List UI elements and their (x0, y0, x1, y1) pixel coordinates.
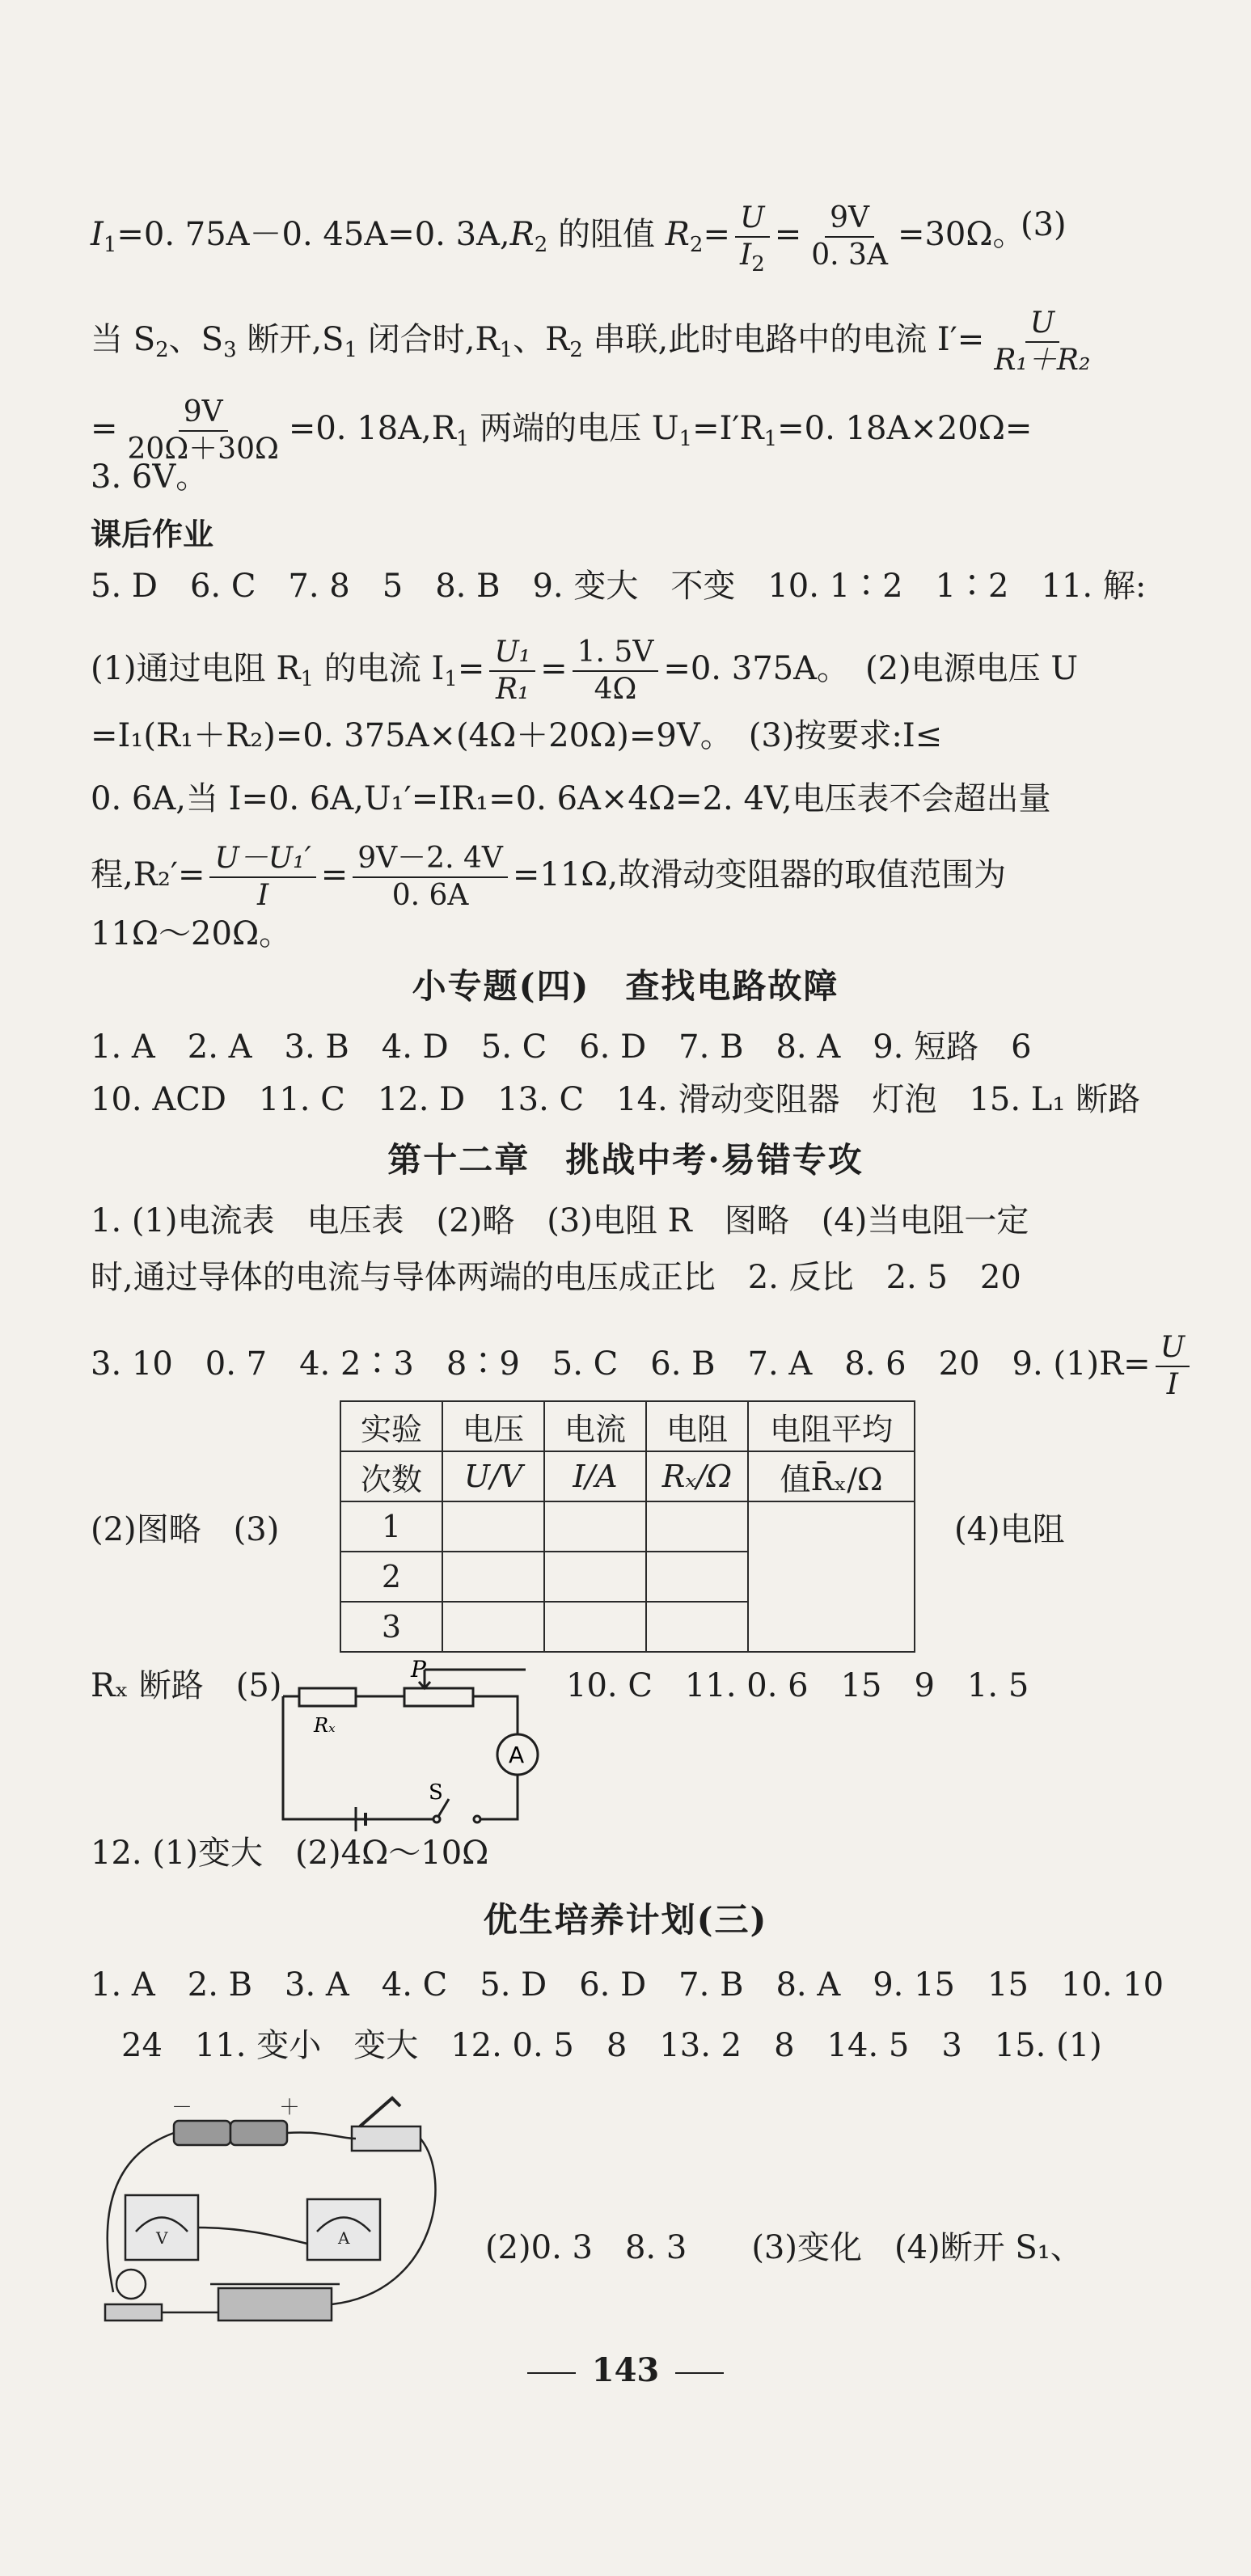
homework-line-4: 0. 6A,当 I=0. 6A,U₁′=IR₁=0. 6A×4Ω=2. 4V,电压表不会超出量 (91, 780, 1051, 817)
fraction: $\frac{U}{\text{R₁＋R₂}}$ (994, 306, 1091, 377)
table-header: 电流 (544, 1401, 646, 1451)
table-cell: 2 (340, 1552, 442, 1602)
homework-line-1: 5. D 6. C 7. 8 5 8. B 9. 变大 不变 10. 1∶2 1∶2 11. 解: (91, 568, 1147, 605)
answer-line-1: $I_1=0$. 75A－0. 45A=0. $3A,R_2$ 的阻值 $R_2=$ $\frac{U}{I_2}$ = $\frac{9V}{0. 3A}$ =30Ω。 (3) (91, 201, 1067, 277)
plan3-line-2: 24 11. 变小 变大 12. 0. 5 8 13. 2 8 14. 5 3 15. (1) (121, 2027, 1102, 2064)
answer-line-2: 当 $S_2$、$S_3$ 断开$,S_1$ 闭合时$,R_1$、$R_2$ 串联,此时电路中的电流 I′= $\frac{U}{\text{R₁＋R₂}}$ (91, 306, 1100, 378)
ch12-line-5-left: Rₓ 断路 (5) (91, 1667, 282, 1704)
topic4-line-2: 10. ACD 11. C 12. D 13. C 14. 滑动变阻器 灯泡 15. L₁ 断路 (91, 1081, 1141, 1118)
experiment-table (340, 1400, 915, 1653)
label-rx: Rₓ (314, 1714, 336, 1737)
fraction: $\frac{\text{U－U₁′}}{I}$ (209, 841, 315, 914)
table-header: 电压 (442, 1401, 544, 1451)
ch12-line-1: 1. (1)电流表 电压表 (2)略 (3)电阻 R 图略 (4)当电阻一定 (91, 1202, 1029, 1239)
section-title-topic4: 小专题(四) 查找电路故障 (412, 966, 839, 1006)
homework-line-2: (1)通过电阻 $R_1$ 的电流 $I_1=$ $\frac{\text{U₁}}{\text{R₁}}$ = $\frac{1. 5V}{4\Omega}$ =0. 375A。 (2)电源电压 U (91, 636, 1079, 706)
homework-line-3: =I₁(R₁＋R₂)=0. 375A×(4Ω＋20Ω)=9V。 (3)按要求:I≤ (91, 717, 943, 754)
ch12-line-5-right: 10. C 11. 0. 6 15 9 1. 5 (566, 1667, 1029, 1704)
table-header: Rₓ/Ω (646, 1451, 748, 1501)
fraction: $\frac{\text{U₁}}{\text{R₁}}$ (489, 635, 535, 707)
fraction: $\frac{9V}{0. 3A}$ (811, 201, 888, 272)
ammeter-label: A (509, 1742, 525, 1768)
answer-line-3: = $\frac{9V}{20\Omega+30\Omega}$ =0. $18A,R_1$ 两端的电压 $U_1=I'R_1=0$. 18A×20Ω= (91, 395, 1033, 466)
ch12-line-6: 12. (1)变大 (2)4Ω～10Ω (91, 1835, 489, 1872)
homework-heading: 课后作业 (91, 517, 214, 552)
fraction: $\frac{9V}{20\Omega+30\Omega}$ (127, 395, 279, 466)
ammeter-label-2: A (338, 2228, 350, 2248)
ch12-line-4-right: (4)电阻 (954, 1511, 1065, 1548)
ch12-line-2: 时,通过导体的电流与导体两端的电压成正比 2. 反比 2. 5 20 (91, 1259, 1021, 1296)
table-header: 电阻 (646, 1401, 748, 1451)
label-s: S (429, 1780, 443, 1805)
table-header: 值R̄ₓ/Ω (748, 1451, 915, 1501)
fraction: $\frac{1. 5V}{4\Omega}$ (573, 635, 659, 707)
homework-line-6: 11Ω～20Ω。 (91, 915, 292, 952)
page-number: 143 (0, 2351, 1251, 2389)
table-cell: 1 (340, 1501, 442, 1552)
voltmeter-label: V (156, 2228, 168, 2248)
plus-sign: ＋ (279, 2096, 301, 2120)
apparatus-illustration (81, 2082, 461, 2333)
plan3-line-1: 1. A 2. B 3. A 4. C 5. D 6. D 7. B 8. A 9. 15 15 10. 10 (91, 1966, 1164, 2004)
table-row (340, 1501, 915, 1552)
circuit-diagram (267, 1658, 542, 1835)
section-title-ch12: 第十二章 挑战中考·易错专攻 (387, 1140, 864, 1180)
table-cell: 3 (340, 1602, 442, 1652)
table-header-row (340, 1451, 915, 1501)
table-header: I/A (544, 1451, 646, 1501)
section-title-plan3: 优生培养计划(三) (483, 1900, 768, 1940)
table-header: 次数 (340, 1451, 442, 1501)
fraction: $\frac{U}{I_2}$ (735, 201, 770, 273)
table-header: 实验 (340, 1401, 442, 1451)
homework-line-5: 程,R₂′= $\frac{\text{U－U₁′}}{I}$ = $\frac{9V-2. 4V}{0. 6A}$ =11Ω,故滑动变阻器的取值范围为 (91, 842, 1007, 912)
table-cell (748, 1501, 915, 1652)
minus-sign: － (171, 2096, 193, 2120)
table-header: 电阻平均 (748, 1401, 915, 1451)
table-header: U/V (442, 1451, 544, 1501)
fraction: $\frac{9V-2. 4V}{0. 6A}$ (353, 841, 508, 914)
answer-line-4: 3. 6V。 (91, 458, 209, 496)
table-header-row (340, 1401, 915, 1451)
ch12-line-3: 3. 10 0. 7 4. 2∶3 8∶9 5. C 6. B 7. A 8. 6 20 9. (1)R= $\frac{U}{I}$ (91, 1330, 1194, 1403)
ch12-line-4-left: (2)图略 (3) (91, 1511, 280, 1548)
plan3-line-3: (2)0. 3 8. 3 (3)变化 (4)断开 S₁、 (485, 2229, 1083, 2266)
fraction: $\frac{U}{I}$ (1156, 1330, 1190, 1403)
label-p: P (411, 1658, 426, 1683)
topic4-line-1: 1. A 2. A 3. B 4. D 5. C 6. D 7. B 8. A 9. 短路 6 (91, 1028, 1032, 1066)
